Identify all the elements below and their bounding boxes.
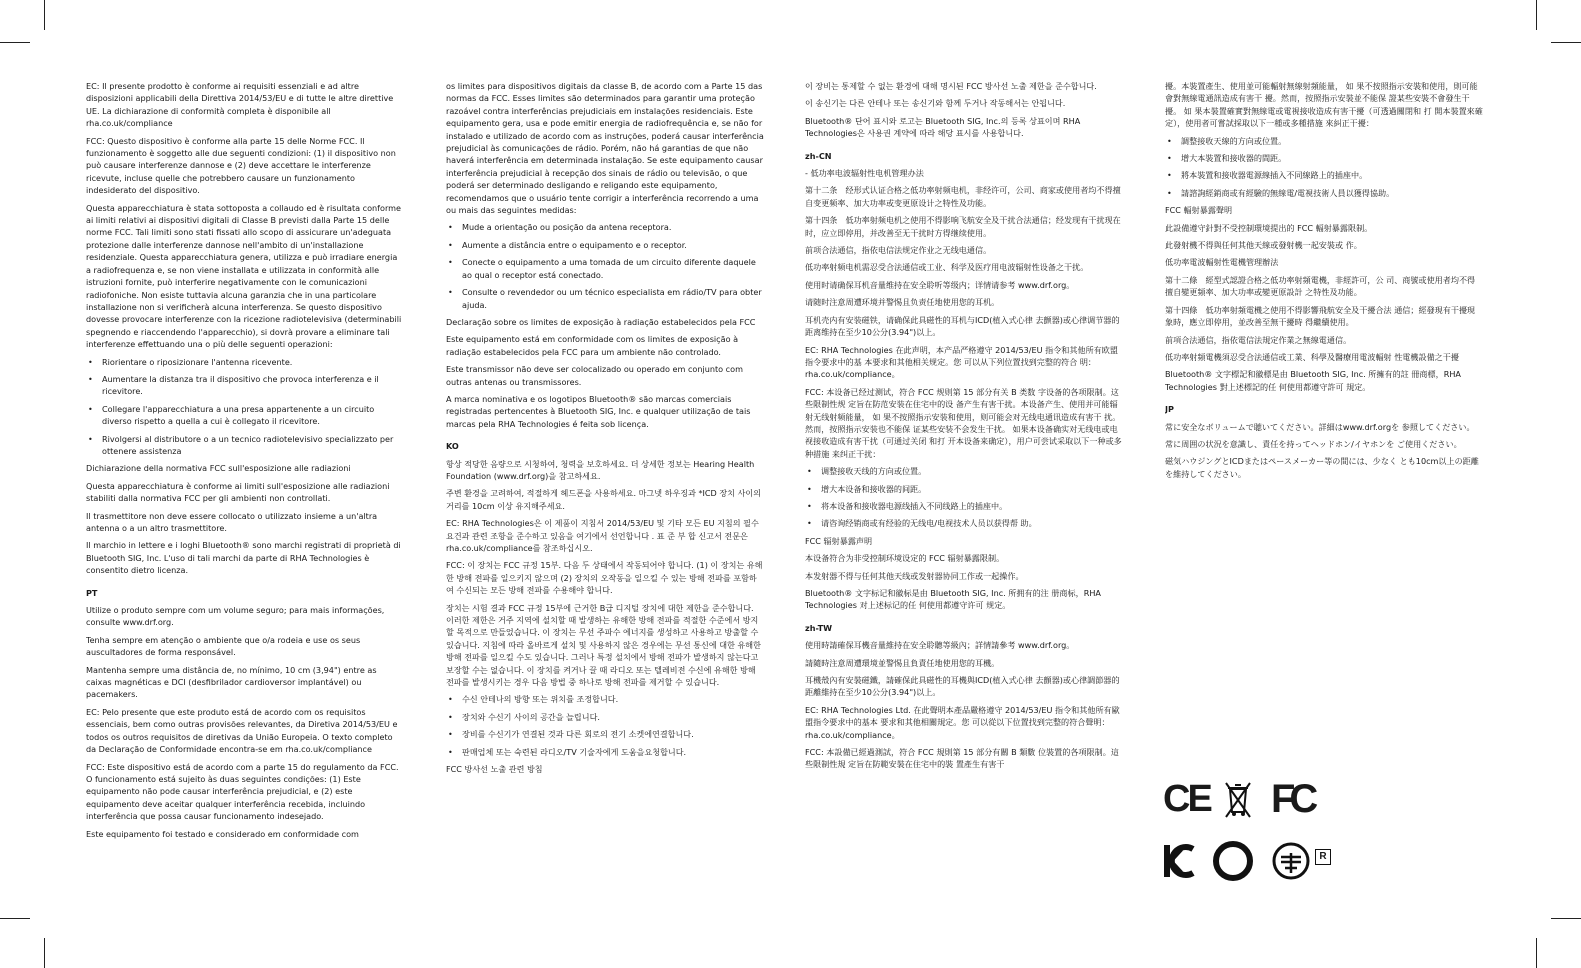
text-column-2: [446, 80, 764, 960]
paragraph: 使用时请确保耳机音量维持在安全聆听等级内；详情请参考 www.drf.org。: [805, 279, 1075, 290]
paragraph: Il marchio in lettere e i loghi Bluetooth® sono marchi registrati di proprietà di Bluetooth SIG, Inc. L'uso di tali marchi da parte di RHA Technologies è consentito dietro licenza.: [86, 540, 401, 576]
paragraph: 第十四條 低功率射頻電機之使用不得影響飛航安全及干擾合法 通信；經發現有干擾現象時，應立即停用，並改善至無干擾時 得繼續使用。: [1165, 304, 1476, 328]
registered-r-mark: R: [1315, 849, 1331, 865]
bullet-item: • Aumente a distância entre o equipamento e o receptor.: [446, 239, 764, 251]
bullet-item: • Conecte o equipamento a uma tomada de um circuito diferente daquele ao qual o receptor está conectado.: [446, 256, 764, 281]
paragraph: 請隨時注意周遭環境並警惕且負責任地使用您的耳機。: [805, 657, 1000, 668]
paragraph: Declaração sobre os limites de exposição à radiação estabelecidos pela FCC: [446, 316, 756, 327]
fcc-mark: FC: [1271, 777, 1313, 821]
paragraph: Questa apparecchiatura è conforme ai limiti sull'esposizione alle radiazioni stabiliti dalla normativa FCC per gli ambienti non controllati.: [86, 480, 390, 504]
paragraph: Utilize o produto sempre com um volume seguro; para mais informações, consulte www.drf.org.: [86, 605, 385, 628]
paragraph: 항상 적당한 음량으로 시청하여, 청력을 보호하세요. 더 상세한 정보는 Hearing Health Foundation (www.drf.org)을 참고하세요.: [446, 458, 755, 481]
bullet-item: • 將本裝置和接收器電源線插入不同線路上的插座中。: [1165, 169, 1483, 181]
paragraph: FCC 輻射暴露聲明: [1165, 205, 1233, 216]
bullet-item: • Mude a orientação ou posição da antena receptora.: [446, 221, 764, 233]
paragraph: EC: Il presente prodotto è conforme ai requisiti essenziali e ad altre disposizioni applicabili della Direttiva 2014/53/EU e di tutte le altre direttive UE. La dichiarazione di conformità completa è disponibile all rha.co.uk/compliance: [86, 81, 394, 129]
paragraph: 常に周囲の状況を意識し、責任を持ってヘッドホン/イヤホンを ご使用ください。: [1165, 438, 1462, 449]
paragraph: 이 장비는 통제할 수 없는 환경에 대해 명시된 FCC 방사선 노출 제한을 준수합니다.: [805, 81, 1097, 91]
paragraph: Mantenha sempre uma distância de, no mínimo, 10 cm (3,94") entre as caixas magnéticas e DCI (desfibrilador cardioversor implantável) ou pacemakers.: [86, 664, 377, 700]
bullet-item: • Collegare l'apparecchiatura a una presa appartenente a un circuito diverso rispetto a quella a cui è collegato il ricevitore.: [86, 403, 404, 428]
paragraph: FCC: 이 장치는 FCC 규정 15부. 다음 두 상태에서 작동되어야 합니다. (1) 이 장치는 유해한 방해 전파를 일으키지 않으며 (2) 장치의 오작동을 일으킬 수 있는 방해 전파를 포함하여 수신되는 모든 방해 전파를 수용해야 합니다.: [446, 560, 763, 596]
bullet-list: [805, 465, 1123, 530]
text-column-3: [805, 80, 1123, 960]
crop-mark: [1551, 918, 1581, 919]
crop-mark: [44, 0, 45, 30]
paragraph: 此設備遵守針對不受控制環境提出的 FCC 輻射暴露限制。: [1165, 222, 1373, 233]
bullet-item: • 调整接收天线的方向或位置。: [805, 465, 1123, 477]
paragraph: 低功率射頻電機須忍受合法通信或工業、科學及醫療用電波輻射 性電機設備之干擾: [1165, 351, 1459, 362]
ce-mark: CE: [1163, 778, 1210, 820]
paragraph: 请随时注意周遭环境并警惕且负责任地使用您的耳机。: [805, 297, 1000, 308]
bullet-item: • 調整接收天線的方向或位置。: [1165, 135, 1483, 147]
paragraph: Este equipamento está em conformidade com os limites de exposição à radiação estabelecidos pela FCC para um ambiente não controlado.: [446, 334, 739, 357]
bullet-list: [86, 356, 404, 458]
bullet-list: [446, 693, 764, 758]
bullet-item: • 增大本裝置和接收器的間距。: [1165, 152, 1483, 164]
paragraph: 耳机壳内有安装磁铁，请确保此具磁性的耳机与ICD(植入式心律 去颤器)或心律调节器的距离维持在至少10公分(3.94")以上。: [805, 314, 1120, 338]
paragraph: EC: RHA Technologies 在此声明，本产品严格遵守 2014/53/EU 指令和其他所有欧盟指令要求中的基 本要求和其他相关规定。您 可以从下列位置找到完整的符合 明：rha.co.uk/compliance。: [805, 344, 1118, 380]
paragraph: 前项合法通信，指依电信法规定作业之无线电通信。: [805, 245, 992, 256]
bullet-item: • 장치와 수신기 사이의 공간을 늘립니다.: [446, 711, 764, 723]
crop-mark: [1536, 938, 1537, 968]
paragraph: 耳機殼內有安裝磁鐵，請確保此具磁性的耳機與ICD(植入式心律 去顫器)或心律調節器的距離維持在至少10公分(3.94")以上。: [805, 675, 1120, 698]
crop-mark: [1551, 42, 1581, 43]
bullet-item: • 판매업체 또는 숙련된 라디오/TV 기술자에게 도움을요청합니다.: [446, 746, 764, 758]
paragraph: 磁気ハウジングとICDまたはペースメーカー等の間には、少なく とも10cm以上の距離を維持してください。: [1165, 456, 1479, 479]
paragraph: 장치는 시험 결과 FCC 규정 15부에 근거한 B급 디지털 장치에 대한 제한을 준수합니다. 이러한 제한은 거주 지역에 설치할 때 발생하는 유해한 방해 전파를 적절한 수준에서 방지할 목적으로 만들었습니다. 이 장치는 무선 주파수 에너지를 생성하고 사용하고 방출할 수 있습니다. 지침에 따라 올바르게 설치 및 사용하지 않은 경우에는 무선 통신에 대한 유해한 방해 전파를 일으킬 수도 있습니다. 그러나 특정 설치에서 방해 전파가 발생하지 않는다고 보장할 수는 없습니다. 이 장치를 켜거나 끌 때 라디오 또는 텔레비전 수신에 유해한 방해 전파를 발생시키는 경우 다음 방법 중 하나로 방해 전파를 제거할 수 있습니다.: [446, 602, 761, 688]
crop-mark: [1536, 0, 1537, 30]
paragraph: FCC 辐射暴露声明: [805, 535, 873, 546]
paragraph: 第十二條 經型式認證合格之低功率射頻電機，非經許可，公 司、商號或使用者均不得擅自變更頻率、加大功率或變更原設計 之特性及功能。: [1165, 274, 1476, 298]
telec-mark-icon: [1271, 841, 1315, 881]
crop-mark: [44, 938, 45, 968]
paragraph: Bluetooth® 文字标记和徽标是由 Bluetooth SIG, Inc. 所拥有的注 册商标，RHA Technologies 对上述标记的任 何使用都遵守许可 规定。: [805, 588, 1101, 611]
paragraph: 常に安全なボリュームで聴いてください。詳細はwww.drf.orgを 参照してください。: [1165, 421, 1475, 432]
paragraph: 주변 환경을 고려하여, 적절하게 헤드폰을 사용하세요. 마그넷 하우징과 *ICD 장치 사이의 거리를 10cm 이상 유지해주세요.: [446, 488, 762, 511]
crop-mark: [0, 42, 30, 43]
weee-bin-icon: [1223, 779, 1253, 819]
paragraph: 低功率射频电机需忍受合法通信或工业、科学及医疗用电波辐射性设备之干扰。: [805, 262, 1089, 273]
paragraph: - 低功率电波辐射性电机管理办法: [805, 168, 924, 179]
bullet-item: • 請諮詢經銷商或有經驗的無線電/電視技術人員以獲得協助。: [1165, 187, 1483, 199]
bullet-item: • 将本设备和接收器电源线插入不同线路上的插座中。: [805, 500, 1123, 512]
crop-mark: [0, 918, 30, 919]
text-column-1: [86, 80, 404, 960]
paragraph: FCC: 本設備已經過測試，符合 FCC 規則第 15 部分有關 B 類數 位裝置的各項限制。這些限制性規 定旨在防範安裝在住宅中的裝 置產生有害干: [805, 747, 1119, 770]
rcm-mark-icon: [1213, 841, 1253, 881]
paragraph: 이 송신기는 다른 안테나 또는 송신기와 함께 두거나 작동해서는 안됩니다.: [805, 98, 1066, 109]
bullet-item: • Riorientare o riposizionare l'antenna ricevente.: [86, 356, 404, 368]
bullet-list: [446, 221, 764, 310]
bullet-item: • 增大本设备和接收器的间距。: [805, 483, 1123, 495]
bullet-list: [1165, 135, 1483, 200]
paragraph: Bluetooth® 단어 표시와 로고는 Bluetooth SIG, Inc.의 등록 상표이며 RHA Technologies은 사용권 계약에 따라 해당 표시를 사용합니다.: [805, 115, 1081, 139]
paragraph: Questa apparecchiatura è stata sottoposta a collaudo ed è risultata conforme ai limiti relativi ai dispositivi digitali di Classe B previsti dalla Parte 15 delle norme FCC. Tali limiti sono stati fissati allo scopo di assicurare un'adeguata protezione dalle interferenze dannose nell'ambito di un'installazione residenziale. Questa apparecchiatura genera, utilizza e può irradiare energia a radiofrequenza e, se non viene installata e utilizzata in conformità alle istruzioni fornite, può interferire negativamente con le comunicazioni radiofoniche. Non esiste tuttavia alcuna garanzia che in una particolare installazione non si verificherà alcuna interferenza. Se questo dispositivo dovesse provocare interferenze con la ricezione radiotelevisiva (determinabili spegnendo e riaccendendo l'apparecchio), si dovrà provare a eliminare tali interferenze effettuando una o più delle seguenti operazioni:: [86, 202, 402, 350]
paragraph: 使用時請確保耳機音量維持在安全聆聽等級內；詳情請參考 www.drf.org。: [805, 640, 1075, 651]
paragraph: 此發射機不得與任何其他天線或發射機一起安裝或 作。: [1165, 240, 1362, 251]
kc-mark-icon: [1163, 841, 1197, 881]
paragraph: 低功率電波輻射性電機管理辦法: [1165, 257, 1279, 268]
bullet-item: • Consulte o revendedor ou um técnico especialista em rádio/TV para obter ajuda.: [446, 286, 764, 311]
paragraph: EC: RHA Technologies은 이 제품이 지침서 2014/53/EU 및 기타 모든 EU 지침의 필수 요건과 관련 조항을 준수하고 있음을 여기에서 선언합니다 . 표 준 부 합 신고서 전문은 rha.co.uk/compliance를 참조하십시오.: [446, 518, 759, 553]
paragraph: Bluetooth® 文字標記和徽標是由 Bluetooth SIG, Inc. 所擁有的註 冊商標，RHA Technologies 對上述標記的任 何使用都遵守許可 規定。: [1165, 369, 1461, 392]
paragraph: Este equipamento foi testado e considerado em conformidade com: [86, 828, 359, 839]
paragraph: FCC 방사선 노출 관련 방침: [446, 764, 543, 775]
paragraph: FCC: Este dispositivo está de acordo com a parte 15 do regulamento da FCC. O funcionamento está sujeito às duas seguintes condições: (1) Este equipamento não pode causar interferência prejudicial, e (2) este equipamento deve aceitar qualquer interferência recebida, incluindo interferência que possa causar funcionamento indesejado.: [86, 761, 399, 822]
paragraph: 本发射器不得与任何其他天线或发射器协同工作或一起操作。: [805, 570, 1024, 581]
paragraph: EC: RHA Technologies Ltd. 在此聲明本產品嚴格遵守 2014/53/EU 指令和其他所有歐盟指令要求中的基本 要求和其他相關規定。您 可以從以下位置找到完整的符合聲明：rha.co.uk/compliance。: [805, 704, 1120, 740]
paragraph: EC: Pelo presente que este produto está de acordo com os requisitos essenciais, bem como outras provisões relevantes, da Diretiva 2014/53/EU e todos os outros requisitos de diretivas da União Europeia. O texto completo da Declaração de Conformidade encontra-se em rha.co.uk/compliance: [86, 706, 398, 755]
paragraph: 第十二条 经形式认证合格之低功率射频电机，非经许可，公司、商家或使用者均不得擅自变更频率、加大功率或变更原设计之特性及功能。: [805, 185, 1121, 208]
paragraph: 擾。本裝置產生、使用並可能輻射無線射頻能量， 如 果不按照指示安裝和使用，則可能會對無線電通訊造成有害干 擾。然而，按照指示安裝並不能保 證某些安裝不會發生干擾。 如 果本裝置確實對無線電或電視接收造成有害干擾（可透過關閉和 打 開本裝置來確定），使用者可嘗試採取以下一種或多種措施 來糾正干擾：: [1165, 81, 1483, 129]
paragraph: os limites para dispositivos digitais da classe B, de acordo com a Parte 15 das normas da FCC. Esses limites são determinados para garantir uma proteção razoável contra interferências prejudiciais em instalações residenciais. Este equipamento gera, usa e pode emitir energia de radiofrequência e, se não for instalado e utilizado de acordo com as instruções, poderá causar interferência prejudicial às comunicações de rádio. Porém, não há garantias de que não haverá interferência em determinada instalação. Se este equipamento causar interferência prejudicial à recepção dos sinais de rádio ou televisão, o que poderá ser determinado desligando e religando este equipamento, recomendamos que o usuário tente corrigir a interferência recorrendo a uma ou mais das seguintes medidas:: [446, 81, 764, 216]
section-heading: zh-CN: [805, 150, 832, 161]
section-heading: JP: [1165, 404, 1174, 415]
paragraph: Este transmissor não deve ser colocalizado ou operado em conjunto com outras antenas ou transmissores.: [446, 364, 743, 387]
bullet-item: • 수신 안테나의 방향 또는 위치를 조정합니다.: [446, 693, 764, 705]
bullet-item: • Aumentare la distanza tra il dispositivo che provoca interferenza e il ricevitore.: [86, 373, 404, 398]
paragraph: Il trasmettitore non deve essere collocato o utilizzato insieme a un'altra antenna o a un altro trasmettitore.: [86, 510, 378, 533]
paragraph: 前項合法通信，指依電信法規定作業之無線電通信。: [1165, 334, 1352, 345]
paragraph: 本设备符合为非受控制环境设定的 FCC 辐射暴露限制。: [805, 553, 1005, 564]
bullet-item: • 请咨询经销商或有经验的无线电/电视技术人员以获得帮 助。: [805, 517, 1123, 529]
bullet-item: • Rivolgersi al distributore o a un tecnico radiotelevisivo specializzato per ottenere assistenza: [86, 433, 404, 458]
paragraph: A marca nominativa e os logotipos Bluetooth® são marcas comerciais registradas pertencentes à Bluetooth SIG, Inc. e qualquer utilização de tais marcas pela RHA Technologies é feita sob licença.: [446, 393, 751, 429]
paragraph: Tenha sempre em atenção o ambiente que o/a rodeia e use os seus auscultadores de forma responsável.: [86, 634, 361, 658]
section-heading: KO: [446, 441, 459, 452]
certification-marks: [1163, 775, 1343, 885]
bullet-item: • 장비를 수신기가 연결된 것과 다른 회로의 전기 소켓에연결합니다.: [446, 728, 764, 740]
section-heading: PT: [86, 587, 98, 598]
paragraph: Dichiarazione della normativa FCC sull'esposizione alle radiazioni: [86, 463, 351, 474]
paragraph: 第十四条 低功率射频电机之使用不得影响飞航安全及干扰合法通信；经发现有干扰现在时，应立即停用，并改善至无干扰时方得继续使用。: [805, 215, 1121, 238]
section-heading: zh-TW: [805, 622, 833, 633]
paragraph: FCC: Questo dispositivo è conforme alla parte 15 delle Norme FCC. Il funzionamento è soggetto alle due seguenti condizioni: (1) il dispositivo non può causare interferenze dannose e (2) deve accettare le interferenze ricevute, incluse quelle che potrebbero causare un funzionamento indesiderato del dispositivo.: [86, 135, 396, 196]
paragraph: FCC: 本设备已经过测试，符合 FCC 规则第 15 部分有关 B 类数 字设备的各项限制。这些限制性规 定旨在防范安装在住宅中的设 备产生有害干扰。本设备产生、使用并可能辐射无线射频能量， 如 果不按照指示安装和使用，则可能会对无线电通讯造成有害干 扰。然而，按照指示安装也不能保 证某些安装不会发生干扰。 如果本设备确实对无线电或电视接收造成有害干扰（可通过关闭 和打 开本设备来确定），用户可尝试采取以下一种或多种措施 来纠正干扰：: [805, 386, 1122, 459]
